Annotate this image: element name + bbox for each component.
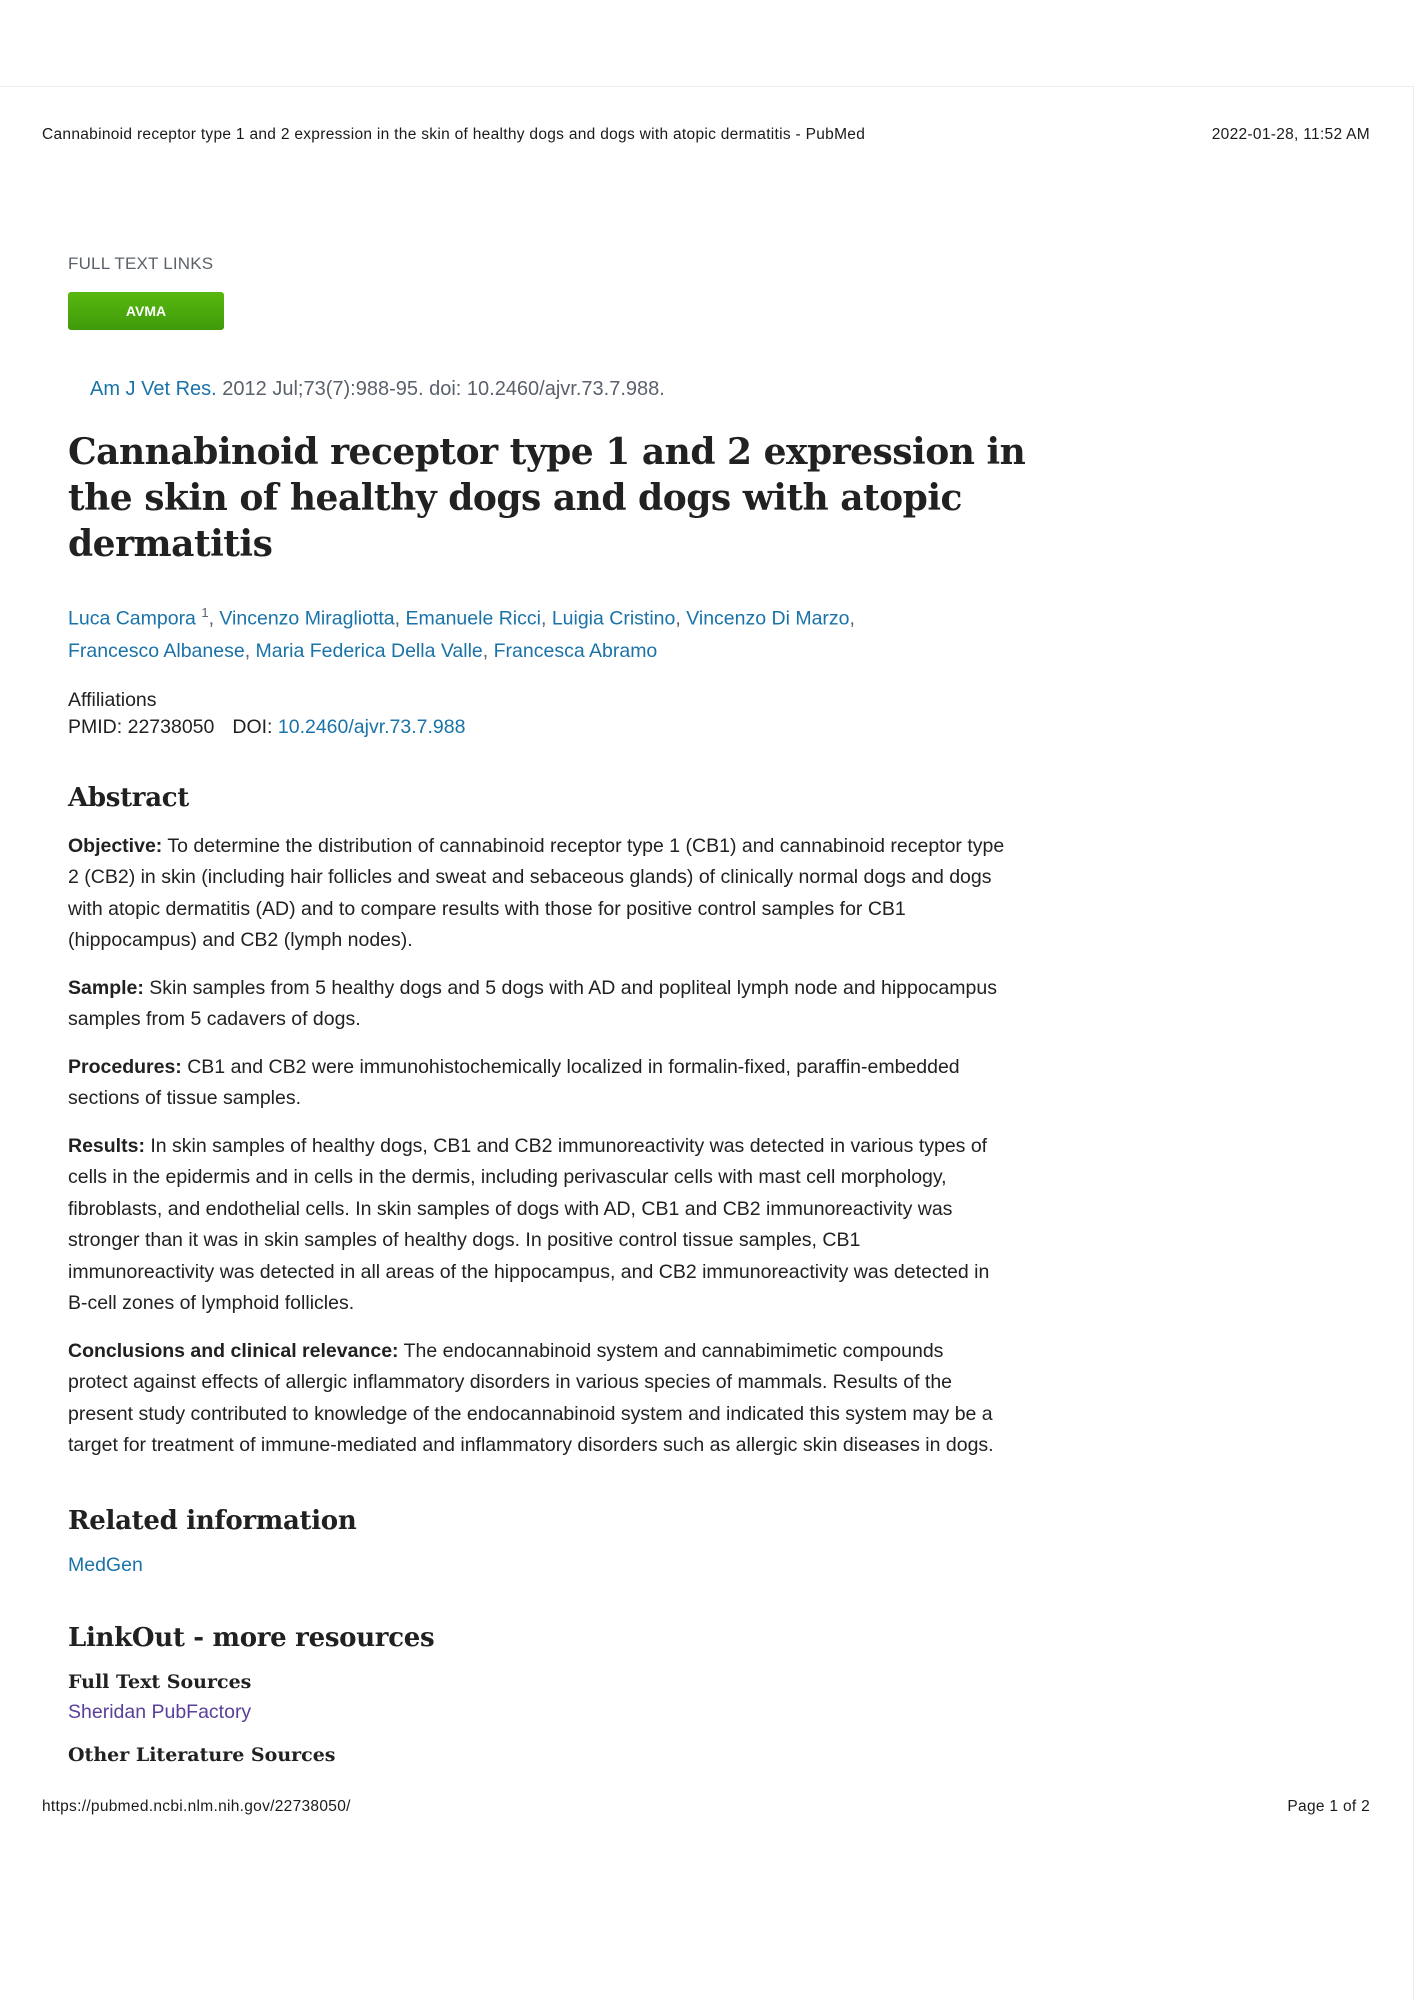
abstract-conclusions — [68, 1336, 1008, 1462]
journal-link[interactable]: Am J Vet Res. — [90, 378, 217, 400]
author-link[interactable]: Francesca Abramo — [493, 639, 658, 662]
author-affiliation-marker[interactable]: 1 — [201, 605, 209, 620]
full-text-links-label: FULL TEXT LINKS — [68, 254, 214, 273]
sheridan-item — [68, 1701, 1008, 1724]
article-title: Cannabinoid receptor type 1 and 2 expression in the skin of healthy dogs and dogs with atopic dermatitis — [68, 431, 1026, 565]
author-link[interactable]: Vincenzo Di Marzo — [686, 607, 850, 630]
abstract-section-label: Procedures: — [68, 1055, 182, 1078]
pmid-value: 22738050 — [127, 715, 215, 738]
print-footer — [42, 1798, 1370, 1816]
abstract-procedures — [68, 1052, 1008, 1115]
author-link[interactable]: Luca Campora — [68, 607, 196, 630]
other-literature-sources-heading: Other Literature Sources — [68, 1743, 336, 1766]
doi-label: DOI: — [232, 715, 273, 738]
abstract-results — [68, 1131, 1008, 1320]
pmid-label: PMID: — [68, 715, 123, 738]
print-datetime: 2022-01-28, 11:52 AM — [1211, 126, 1370, 143]
abstract-section-text: CB1 and CB2 were immunohistochemically localized in formalin-fixed, paraffin-embedded sections of tissue samples. — [68, 1055, 960, 1109]
doi-link[interactable]: 10.2460/ajvr.73.7.988 — [277, 715, 466, 738]
abstract-objective — [68, 831, 1008, 957]
citation-details: 2012 Jul;73(7):988-95. doi: 10.2460/ajvr.73.7.988. — [216, 378, 665, 400]
print-page-title: Cannabinoid receptor type 1 and 2 expression in the skin of healthy dogs and dogs with atopic dermatitis - PubMed — [42, 126, 866, 143]
abstract-sample — [68, 973, 1008, 1036]
avma-full-text-button[interactable]: AVMA — [68, 292, 224, 330]
abstract-section-text: In skin samples of healthy dogs, CB1 and CB2 immunoreactivity was detected in various types of cells in the epidermis and in cells in the dermis, including perivascular cells with mast cell morphology, fibroblasts, and endothelial cells. In skin samples of dogs with AD, CB1 and CB2 immunoreactivity was stronger than it was in skin samples of healthy dogs. In positive control tissue samples, CB1 immunoreactivity was detected in all areas of the hippocampus, and CB2 immunoreactivity was detected in B-cell zones of lymphoid follicles. — [68, 1134, 990, 1314]
full-text-sources-heading: Full Text Sources — [68, 1670, 252, 1693]
abstract-section-label: Results: — [68, 1134, 145, 1157]
abstract-section-label: Conclusions and clinical relevance: — [68, 1339, 399, 1362]
abstract-section-text: The endocannabinoid system and cannabimimetic compounds protect against effects of allergic inflammatory disorders in various species of mammals. Results of the present study contributed to knowledge of the endocannabinoid system and indicated this system may be a target for treatment of immune-mediated and inflammatory disorders such as allergic skin diseases in dogs. — [68, 1339, 994, 1456]
linkout-heading: LinkOut - more resources — [68, 1622, 435, 1653]
related-information-heading: Related information — [68, 1505, 357, 1536]
page-number: Page 1 of 2 — [1287, 1798, 1370, 1815]
author-link[interactable]: Vincenzo Miragliotta — [219, 607, 395, 630]
page-top-border — [0, 86, 1414, 87]
medgen-item — [68, 1554, 1008, 1577]
author-link[interactable]: Francesco Albanese — [68, 639, 245, 662]
author-link[interactable]: Maria Federica Della Valle — [255, 639, 483, 662]
print-url: https://pubmed.ncbi.nlm.nih.gov/22738050/ — [42, 1798, 351, 1815]
article-ids — [68, 714, 1008, 741]
abstract-section-text: Skin samples from 5 healthy dogs and 5 dogs with AD and popliteal lymph node and hippocampus samples from 5 cadavers of dogs. — [68, 976, 997, 1030]
abstract-section-text: To determine the distribution of cannabinoid receptor type 1 (CB1) and cannabinoid receptor type 2 (CB2) in skin (including hair follicles and sweat and sebaceous glands) of clinically normal dogs and dogs with atopic dermatitis (AD) and to compare results with those for positive control samples for CB1 (hippocampus) and CB2 (lymph nodes). — [68, 834, 1005, 951]
citation — [90, 378, 1008, 401]
abstract-section-label: Objective: — [68, 834, 163, 857]
author-link[interactable]: Emanuele Ricci — [405, 607, 541, 630]
author-list: Luca Campora $^1$, Vincenzo Miragliotta, Emanuele Ricci, Luigia Cristino, Vincenzo Di Marzo, Francesco Albanese, Maria Federica Della Valle, Francesca Abramo — [68, 605, 855, 662]
abstract-heading: Abstract — [68, 782, 189, 813]
abstract-section-label: Sample: — [68, 976, 144, 999]
author-link[interactable]: Luigia Cristino — [551, 607, 676, 630]
affiliations-toggle[interactable]: Affiliations — [68, 688, 157, 711]
sheridan-pubfactory-link[interactable]: Sheridan PubFactory — [68, 1700, 252, 1723]
article-content — [68, 254, 1026, 1766]
print-header — [42, 126, 1370, 144]
medgen-link[interactable]: MedGen — [68, 1553, 143, 1576]
